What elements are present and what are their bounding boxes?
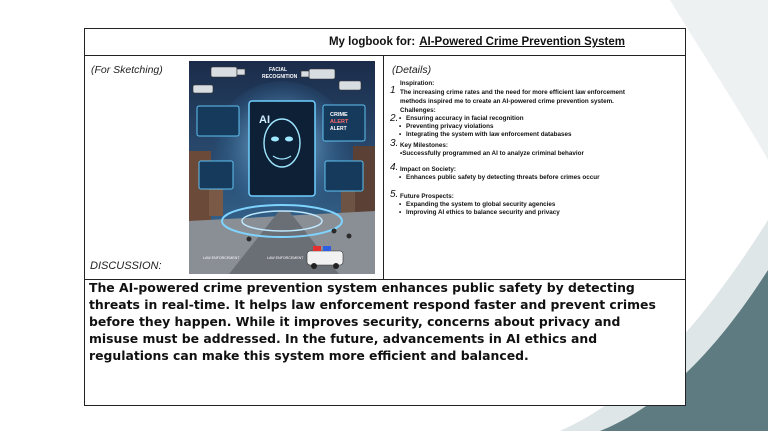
detail-inspiration-line1: 1 The increasing crime rates and the need for more efficient law enforcement xyxy=(390,85,626,96)
detail-milestones: 3. Key Milestones: xyxy=(390,138,448,149)
detail-milestones-item: •Successfully programmed an AI to analyze criminal behavior xyxy=(400,150,584,157)
detail-challenges-heading: Challenges: xyxy=(400,107,436,114)
discussion-line: regulations can make this system more efficient and balanced. xyxy=(89,348,529,363)
list-item: • Enhances public safety by detecting threats before crimes occur xyxy=(406,174,680,182)
list-item: • Improving AI ethics to balance security and privacy xyxy=(406,209,680,217)
illustration-label-law-enforcement-1: LAW ENFORCEMENT xyxy=(203,256,240,260)
details-label: (Details) xyxy=(392,64,432,76)
discussion-text xyxy=(89,279,685,364)
list-item: • Expanding the system to global security agencies xyxy=(406,201,680,209)
sketch-label: (For Sketching) xyxy=(91,64,163,76)
sketch-section xyxy=(85,56,384,280)
content-grid xyxy=(85,56,685,280)
crime-prevention-illustration xyxy=(189,61,375,274)
discussion-label: DISCUSSION: xyxy=(90,260,162,272)
illustration-label-facial: FACIAL xyxy=(269,67,288,73)
project-name: AI-Powered Crime Prevention System xyxy=(419,36,625,48)
illustration-label-law-enforcement-2: LAW ENFORCEMENT xyxy=(267,256,304,260)
list-item: • Preventing privacy violations xyxy=(406,123,680,131)
detail-impact: 4. Impact on Society: • Enhances public safety by detecting threats before crimes occur xyxy=(390,166,680,182)
list-item: • Ensuring accuracy in facial recognition xyxy=(406,115,680,123)
detail-challenges: 2. • Ensuring accuracy in facial recognition • Preventing privacy violations • Integrating the system with law enforcement databases xyxy=(390,115,680,139)
illustration-label-ai: AI xyxy=(259,114,270,126)
illustration-label-recognition: RECOGNITION xyxy=(262,74,298,80)
list-item: • Integrating the system with law enforcement databases xyxy=(406,131,680,139)
discussion-line: The AI-powered crime prevention system enhances public safety by detecting xyxy=(89,280,635,295)
discussion-line: before they happen. While it improves security, concerns about privacy and xyxy=(89,314,621,329)
discussion-line: misuse must be addressed. In the future, advancements in AI ethics and xyxy=(89,331,598,346)
title-prefix: My logbook for: xyxy=(328,36,416,48)
details-section xyxy=(384,56,685,280)
logbook-sheet xyxy=(84,28,686,406)
detail-future: 5. Future Prospects: • Expanding the system to global security agencies • Improving AI ethics to balance security and privacy xyxy=(390,193,680,217)
logbook-title xyxy=(85,29,685,56)
detail-inspiration-heading: Inspiration: xyxy=(400,80,435,87)
illustration-label-alert-2: ALERT xyxy=(330,126,347,132)
illustration-label-alert-1: ALERT xyxy=(330,119,349,125)
detail-inspiration-line2: methods inspired me to create an AI-powered crime prevention system. xyxy=(400,98,614,105)
illustration-label-crime: CRIME xyxy=(330,112,348,118)
discussion-line: threats in real-time. It helps law enforcement respond faster and prevent crimes xyxy=(89,297,656,312)
